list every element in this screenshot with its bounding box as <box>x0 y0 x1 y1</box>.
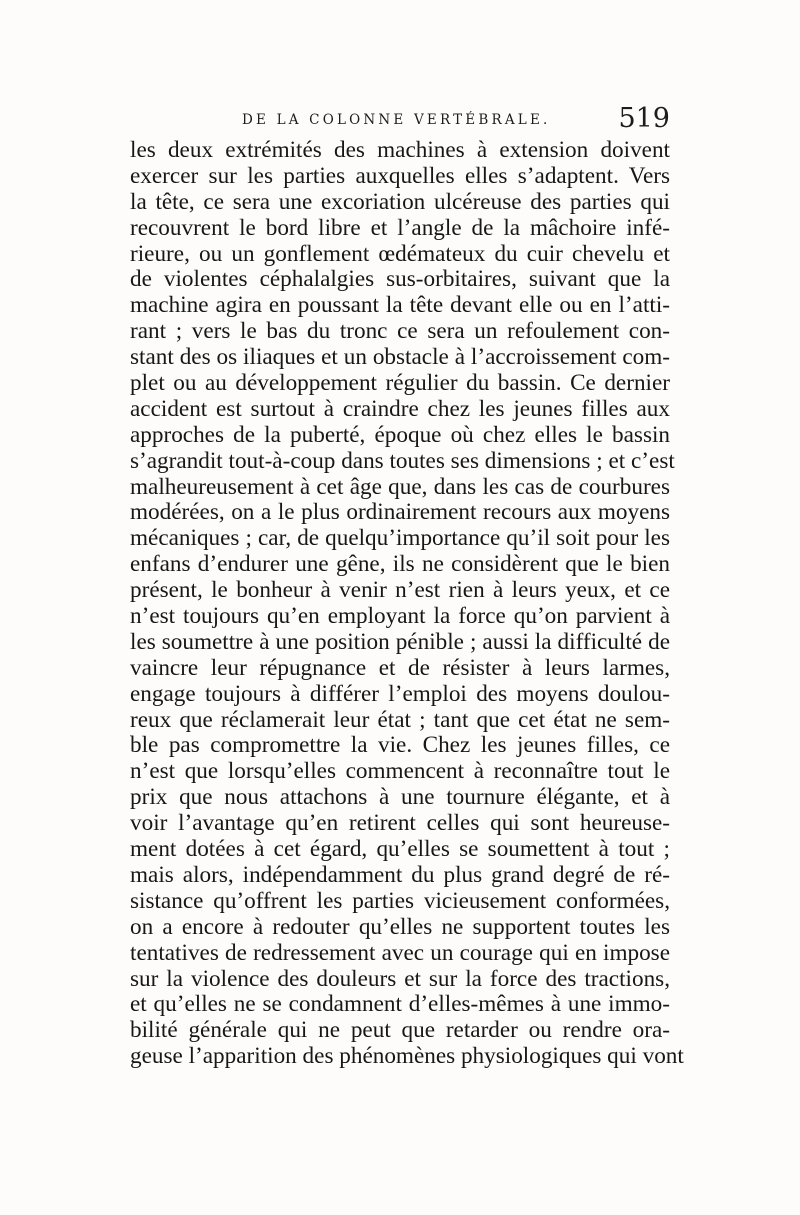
text-line: accident est surtout à craindre chez les jeunes filles aux <box>130 395 670 422</box>
page-header <box>130 104 670 140</box>
text-line: de violentes céphalalgies sus-orbitaires, suivant que la <box>130 266 670 293</box>
text-line: la tête, ce sera une excoriation ulcéreuse des parties qui <box>130 188 670 215</box>
text-line: voir l’avantage qu’en retirent celles qui sont heureuse- <box>130 810 670 837</box>
text-line: sur la violence des douleurs et sur la force des tractions, <box>130 965 670 992</box>
text-line: machine agira en poussant la tête devant elle ou en l’atti- <box>130 292 670 319</box>
text-line: s’agrandit tout-à-coup dans toutes ses dimensions ; et c’est <box>130 447 675 474</box>
text-line: malheureusement à cet âge que, dans les cas de courbures <box>130 473 670 500</box>
text-line: sistance qu’offrent les parties vicieusement conformées, <box>130 887 670 914</box>
text-line: tentatives de redressement avec un courage qui en impose <box>130 939 670 966</box>
text-line: mais alors, indépendamment du plus grand degré de ré- <box>130 861 670 888</box>
text-line: plet ou au développement régulier du bassin. Ce dernier <box>130 370 670 397</box>
text-line: les soumettre à une position pénible ; aussi la difficulté de <box>130 628 670 655</box>
text-line: n’est que lorsqu’elles commencent à reconnaître tout le <box>130 758 670 785</box>
text-line: modérées, on a le plus ordinairement recours aux moyens <box>130 499 670 526</box>
text-line: mécaniques ; car, de quelqu’importance qu’il soit pour les <box>130 525 670 552</box>
text-line: approches de la puberté, époque où chez elles le bassin <box>130 421 670 448</box>
text-line: exercer sur les parties auxquelles elles s’adaptent. Vers <box>130 162 670 189</box>
text-line: ble pas compromettre la vie. Chez les jeunes filles, ce <box>130 732 670 759</box>
text-line: bilité générale qui ne peut que retarder ou rendre ora- <box>130 1017 670 1044</box>
text-line: enfans d’endurer une gêne, ils ne considèrent que le bien <box>130 551 670 578</box>
text-line: ment dotées à cet égard, qu’elles se soumettent à tout ; <box>130 836 670 863</box>
page-number: 519 <box>618 103 670 134</box>
text-line: stant des os iliaques et un obstacle à l’accroissement com- <box>130 344 670 371</box>
text-line: vaincre leur répugnance et de résister à leurs larmes, <box>130 654 670 681</box>
text-line: engage toujours à différer l’emploi des moyens doulou- <box>130 680 670 707</box>
text-line: rieure, ou un gonflement œdémateux du cuir chevelu et <box>130 240 670 267</box>
text-line: recouvrent le bord libre et l’angle de la mâchoire infé- <box>130 214 670 241</box>
text-line: rant ; vers le bas du tronc ce sera un refoulement con- <box>130 318 670 345</box>
text-line: reux que réclamerait leur état ; tant que cet état ne sem- <box>130 706 670 733</box>
text-line: présent, le bonheur à venir n’est rien à leurs yeux, et ce <box>130 577 670 604</box>
running-title: DE LA COLONNE VERTÉBRALE. <box>242 112 551 128</box>
text-line: on a encore à redouter qu’elles ne supportent toutes les <box>130 913 670 940</box>
body-text <box>130 137 684 1070</box>
text-line: n’est toujours qu’en employant la force qu’on parvient à <box>130 603 670 630</box>
text-line: les deux extrémités des machines à extension doivent <box>130 137 670 163</box>
text-line: prix que nous attachons à une tournure élégante, et à <box>130 784 670 811</box>
text-line: et qu’elles ne se condamnent d’elles-mêmes à une immo- <box>130 991 670 1018</box>
text-line: geuse l’apparition des phénomènes physiologiques qui vont <box>130 1043 684 1070</box>
